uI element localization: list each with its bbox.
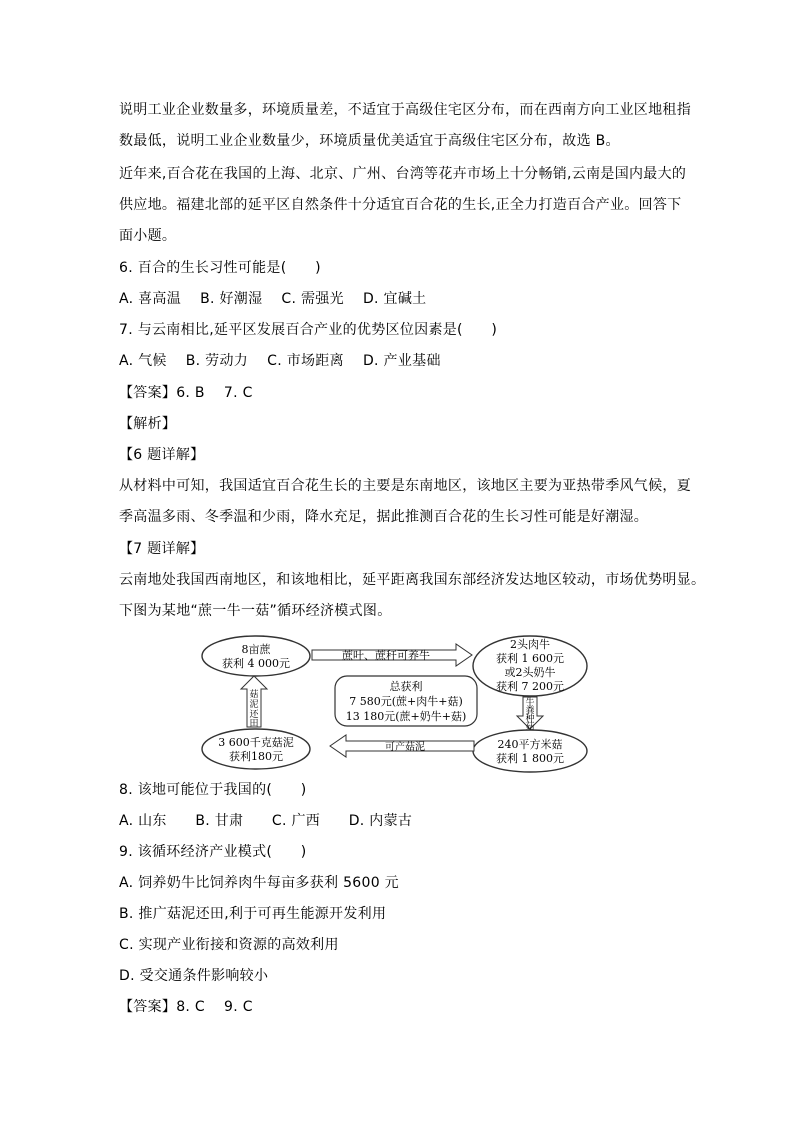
answer-6-7: 【答案】6. B 7. C xyxy=(119,385,253,401)
sludge-line-1: 3 600千克菇泥 xyxy=(218,736,294,749)
sugarcane-line-2: 获利 4 000元 xyxy=(222,657,290,670)
text-line: 说明工业企业数量多，环境质量差，不适宜于高级住宅区分布，而在西南方向工业区地租指 xyxy=(119,102,691,118)
arrow-right-label-1: 牛 xyxy=(525,698,535,708)
question-7: 7. 与云南相比,延平区发展百合产业的优势区位因素是( ) xyxy=(119,322,498,338)
arrow-right-label-2: 粪 xyxy=(525,706,535,716)
arrow-left-label-4: 田 xyxy=(249,719,259,729)
arrow-left-label-2: 泥 xyxy=(249,700,259,710)
question-6: 6. 百合的生长习性可能是( ) xyxy=(119,260,321,276)
question-9-option-d: D. 受交通条件影响较小 xyxy=(119,968,269,984)
cattle-line-4: 获利 7 200元 xyxy=(496,680,564,693)
total-profit-dairy: 13 180元(蔗+奶牛+菇) xyxy=(345,710,467,723)
question-9-option-a: A. 饲养奶牛比饲养肉牛每亩多获利 5600 元 xyxy=(119,875,399,891)
sugarcane-node xyxy=(202,636,310,676)
total-profit-title: 总获利 xyxy=(389,680,423,693)
arrow-right-label-4: 菇 xyxy=(525,722,535,732)
question-8-options: A. 山东 B. 甘肃 C. 广西 D. 内蒙古 xyxy=(119,813,413,829)
cattle-line-3: 或2头奶牛 xyxy=(504,666,556,679)
sugarcane-line-1: 8亩蔗 xyxy=(241,643,271,656)
text-line: 数最低，说明工业企业数量少，环境质量优美适宜于高级住宅区分布，故选 B。 xyxy=(119,133,620,149)
question-9-option-b: B. 推广菇泥还田,利于可再生能源开发利用 xyxy=(119,906,387,922)
detail-7-heading: 【7 题详解】 xyxy=(119,541,205,557)
sludge-node xyxy=(202,729,310,769)
total-profit-beef: 7 580元(蔗+肉牛+菇) xyxy=(349,695,463,708)
mushroom-node xyxy=(473,730,587,772)
question-7-options: A. 气候 B. 劳动力 C. 市场距离 D. 产业基础 xyxy=(119,353,441,369)
circular-economy-diagram xyxy=(200,634,594,774)
answer-8-9: 【答案】8. C 9. C xyxy=(119,999,253,1015)
text-line: 近年来,百合花在我国的上海、北京、广州、台湾等花卉市场上十分畅销,云南是国内最大的 xyxy=(119,166,687,182)
figure-caption: 下图为某地“蔗一牛一菇”循环经济模式图。 xyxy=(119,603,392,619)
detail-6-heading: 【6 题详解】 xyxy=(119,447,205,463)
mushroom-line-1: 240平方米菇 xyxy=(497,738,563,751)
text-line: 季高温多雨、冬季温和少雨，降水充足，据此推测百合花的生长习性可能是好潮湿。 xyxy=(119,509,649,525)
question-9: 9. 该循环经济产业模式( ) xyxy=(119,844,307,860)
text-line: 从材料中可知，我国适宜百合花生长的主要是东南地区，该地区主要为亚热带季风气候，夏 xyxy=(119,478,691,494)
arrow-left-label-1: 菇 xyxy=(249,690,259,700)
text-line: 面小题。 xyxy=(119,228,177,244)
question-9-option-c: C. 实现产业衔接和资源的高效利用 xyxy=(119,937,339,953)
text-line: 供应地。福建北部的延平区自然条件十分适宜百合花的生长,正全力打造百合产业。回答下 xyxy=(119,197,682,213)
question-8: 8. 该地可能位于我国的( ) xyxy=(119,782,307,798)
sludge-line-2: 获利180元 xyxy=(229,750,283,763)
analysis-heading: 【解析】 xyxy=(119,416,177,432)
cattle-line-1: 2头肉牛 xyxy=(510,638,550,651)
arrow-bottom-label: 可产菇泥 xyxy=(385,742,425,753)
question-6-options: A. 喜高温 B. 好潮湿 C. 需强光 D. 宜碱土 xyxy=(119,291,427,307)
arrow-left-label-3: 还 xyxy=(249,710,259,720)
text-line: 云南地处我国西南地区，和该地相比，延平距离我国东部经济发达地区较动，市场优势明显。 xyxy=(119,572,706,588)
cattle-line-2: 获利 1 600元 xyxy=(496,652,564,665)
arrow-right-label-3: 种 xyxy=(525,714,535,724)
mushroom-line-2: 获利 1 800元 xyxy=(496,752,564,765)
arrow-top-label: 蔗叶、蔗秆可养牛 xyxy=(342,649,430,662)
